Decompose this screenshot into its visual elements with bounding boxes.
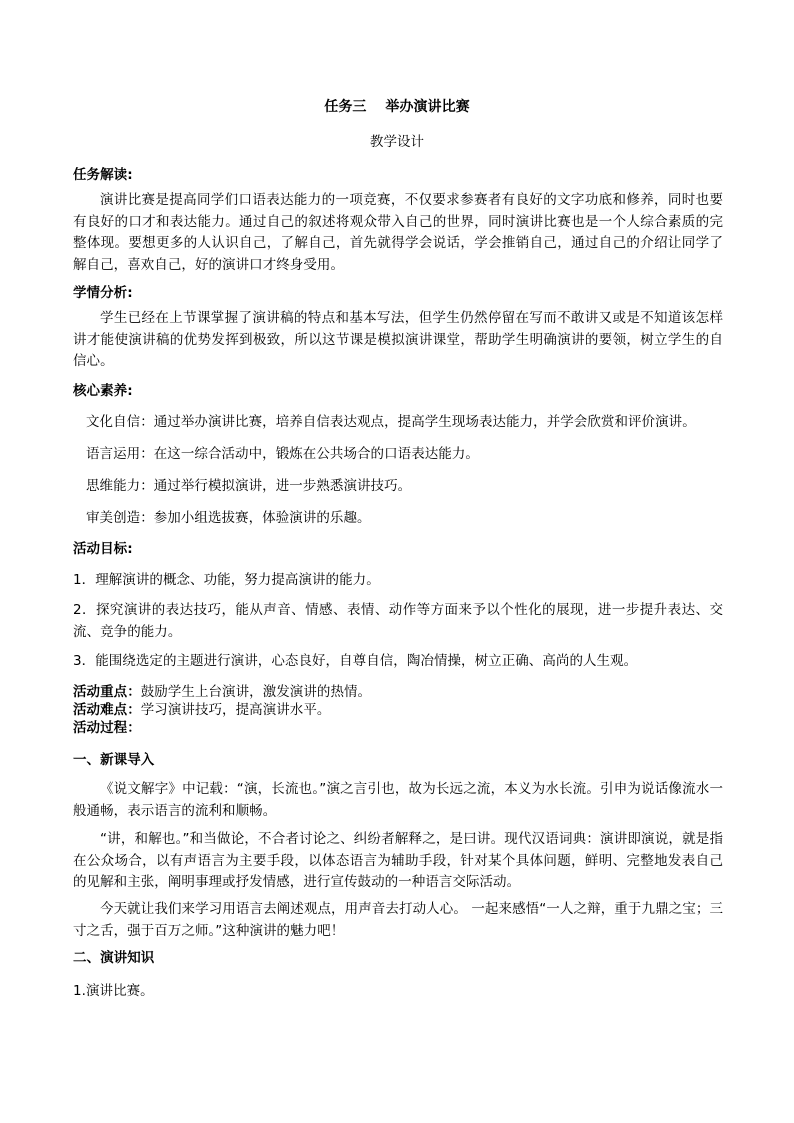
- section-2-item-1: 1.演讲比赛。: [73, 983, 154, 999]
- task-paragraph: 演讲比赛是提高同学们口语表达能力的一项竞赛，不仅要求参赛者有良好的文字功底和修养，同时也要有良好的口才和表达能力。通过自己的叙述将观众带入自己的世界，同时演讲比赛也是一个人综合素质的完整体现。要想更多的人认识自己，了解自己，首先就得学会说话，学会推销自己，通过自己的介绍让同学了解自己，喜欢自己，好的演讲口才终身受用。: [73, 192, 723, 273]
- learn-paragraph: 学生已经在上节课掌握了演讲稿的特点和基本写法，但学生仍然停留在写而不敢讲又或是不知道该怎样讲才能使演讲稿的优势发挥到极致，所以这节课是模拟演讲课堂，帮助学生明确演讲的要领，树立学生的自信心。: [73, 310, 723, 369]
- key-point-text: 鼓励学生上台演讲，激发演讲的热情。: [140, 684, 372, 700]
- document-subtitle: 教学设计: [369, 134, 425, 150]
- difficulty-label: 活动难点：: [73, 702, 141, 718]
- key-point-line: [73, 682, 723, 702]
- goal-item-2: 2．探究演讲的表达技巧，能从声音、情感、表情、动作等方面来予以个性化的展现，进一步提升表达、交流、竞争的能力。: [73, 602, 723, 640]
- goal-item-1: 1．理解演讲的概念、功能，努力提高演讲的能力。: [73, 572, 380, 588]
- section-1-paragraph-2: “讲，和解也。”和当做论，不合者讨论之、纠纷者解释之，是曰讲。现代汉语词典：演讲即演说，就是指在公众场合，以有声语言为主要手段，以体态语言为辅助手段，针对某个具体问题，鲜明、完整地发表自己的见解和主张，阐明事理或抒发情感，进行宣传鼓动的一种语言交际活动。: [73, 831, 723, 890]
- core-item-language: 语言运用：在这一综合活动中，锻炼在公共场合的口语表达能力。: [86, 446, 479, 462]
- section-2-heading: 二、演讲知识: [73, 950, 155, 966]
- document-title: 任务三 举办演讲比赛: [324, 99, 470, 115]
- section-1-heading: 一、新课导入: [73, 752, 155, 768]
- core-item-thinking: 思维能力：通过举行模拟演讲，进一步熟悉演讲技巧。: [86, 478, 412, 494]
- core-item-culture: 文化自信：通过举办演讲比赛，培养自信表达观点，提高学生现场表达能力，并学会欣赏和评价演讲。: [86, 414, 696, 430]
- process-heading: 活动过程：: [73, 720, 141, 736]
- core-heading: 核心素养:: [73, 383, 133, 399]
- task-heading: 任务解读:: [73, 167, 133, 183]
- difficulty-text: 学习演讲技巧，提高演讲水平。: [140, 702, 331, 718]
- section-1-paragraph-3: 今天就让我们来学习用语言去阐述观点，用声音去打动人心。 一起来感悟“一人之辩，重于九鼎之宝；三寸之舌，强于百万之师。”这种演讲的魅力吧！: [73, 901, 723, 939]
- learn-heading: 学情分析:: [73, 285, 133, 301]
- goal-item-3: 3．能围绕选定的主题进行演讲，心态良好，自尊自信，陶冶情操，树立正确、高尚的人生观。: [73, 653, 638, 669]
- core-item-aesthetic: 审美创造：参加小组选拔赛，体验演讲的乐趣。: [86, 510, 371, 526]
- difficulty-line: [73, 700, 723, 720]
- section-1-paragraph-1: 《说文解字》中记载：“演，长流也。”演之言引也，故为长远之流，本义为水长流。引申为说话像流水一般通畅，表示语言的流利和顺畅。: [73, 781, 723, 819]
- key-point-label: 活动重点：: [73, 684, 141, 700]
- goal-heading: 活动目标:: [73, 541, 133, 557]
